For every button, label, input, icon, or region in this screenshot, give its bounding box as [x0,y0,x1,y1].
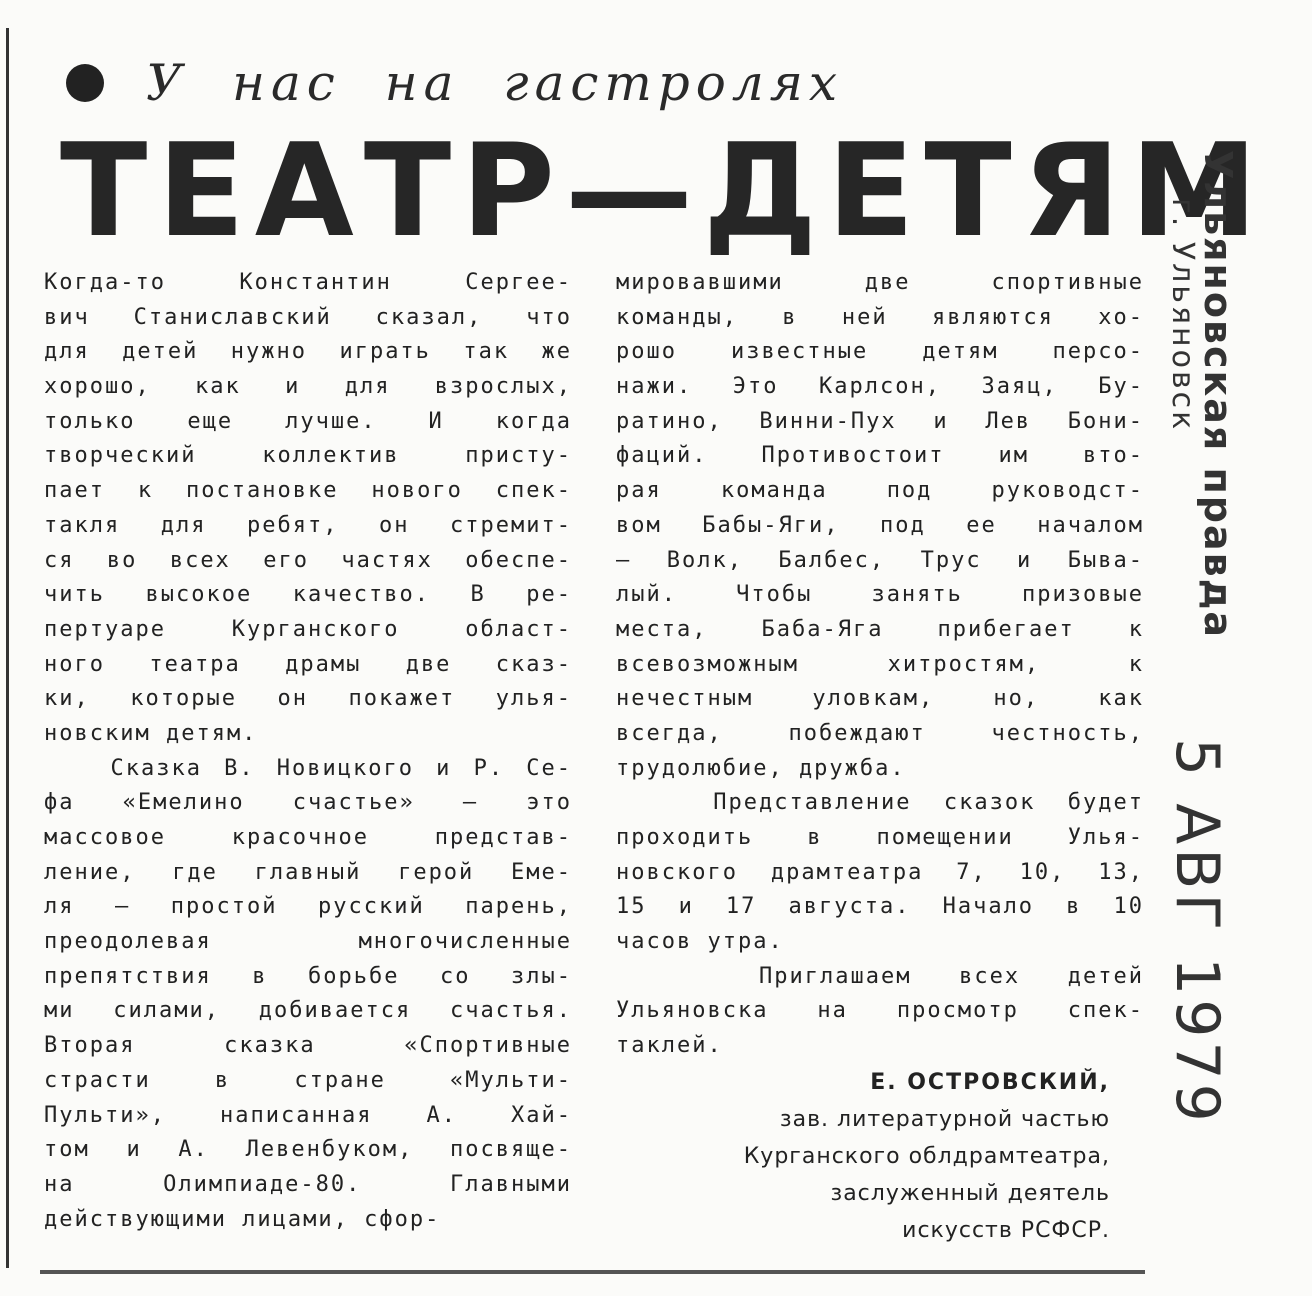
author-title-line: зав. литературной частью [779,1107,1110,1132]
article-line: — Волк, Балбес, Трус и Быва- [616,547,1144,573]
article-line: действующими лицами, сфор- [44,1206,441,1232]
article-line: всегда, побеждают честность, [616,720,1144,746]
author-signature [620,1064,1110,1249]
article-line: часов утра. [616,929,784,955]
article-line: рошо известные детям персо- [616,339,1144,365]
article-line: вом Бабы-Яги, под ее началом [616,512,1144,538]
article-line: такля для ребят, он стремит- [44,512,572,538]
article-line: фа «Емелино счастье» — это [44,790,572,816]
clipping-left-border [6,28,9,1268]
article-line: места, Баба-Яга прибегает к [616,616,1144,642]
article-line: ки, которые он покажет улья- [44,686,572,712]
article-line: нечестным уловкам, но, как [616,686,1144,712]
article-line: препятствия в борьбе со злы- [44,963,572,989]
rubric [66,54,843,112]
article-line: творческий коллектив присту- [44,443,572,469]
stamp-newspaper-name: Ульяновская правда [1196,150,1240,640]
article-line: ся во всех его частях обеспе- [44,547,572,573]
article-line: ми силами, добивается счастья. [44,998,572,1024]
stamp-date: 5 АВГ 1979 [1162,738,1232,1126]
article-left-column [44,266,572,1237]
article-line: чить высокое качество. В ре- [44,582,572,608]
article-line: Пульти», написанная А. Хай- [44,1102,572,1128]
article-line: преодолевая многочисленные [44,929,572,955]
article-line: Ульяновска на просмотр спек- [616,998,1144,1024]
article-line: таклей. [616,1033,723,1059]
headline: ТЕАТР—ДЕТЯМ [60,117,1268,266]
article-line: страсти в стране «Мульти- [44,1067,572,1093]
article-line: команды, в ней являются хо- [616,304,1144,330]
rubric-text: У нас на гастролях [146,54,844,112]
article-line: трудолюбие, дружба. [616,755,906,781]
article-line: ля — простой русский парень, [44,894,572,920]
article-line: Вторая сказка «Спортивные [44,1033,572,1059]
article-line: рая команда под руководст- [616,478,1144,504]
article-line: на Олимпиаде-80. Главными [44,1171,572,1197]
author-title-line: заслуженный деятель [830,1181,1110,1206]
article-line: пертуаре Курганского област- [44,616,572,642]
article-line: том и А. Левенбуком, посвяще- [44,1137,572,1163]
article-line: для детей нужно играть так же [44,339,572,365]
article-line: новским детям. [44,720,258,746]
author-title-line: Курганского облдрамтеатра, [743,1144,1110,1169]
bottom-rule [40,1270,1145,1274]
article-line: только еще лучше. И когда [44,408,572,434]
article-line: проходить в помещении Улья- [616,825,1144,850]
article-line: лый. Чтобы занять призовые [616,582,1144,608]
article-line: 15 и 17 августа. Начало в 10 [616,894,1144,920]
article-line: Приглашаем всех детей [616,963,1144,989]
article-line: фаций. Противостоит им вто- [616,443,1144,469]
article-line: ление, где главный герой Еме- [44,859,572,885]
article-line: Сказка В. Новицкого и Р. Се- [44,755,572,781]
bullet-icon [66,64,104,102]
author-title-line: искусств РСФСР. [902,1218,1110,1243]
article-line: массовое красочное представ- [44,825,572,850]
article-line: пает к постановке нового спек- [44,478,572,504]
article-line: Представление сказок будет [616,790,1144,816]
article-line: новского драмтеатра 7, 10, 13, [616,859,1144,885]
article-line: нажи. Это Карлсон, Заяц, Бу- [616,374,1144,400]
article-line: Когда-то Константин Сергее- [44,270,572,295]
article-line: вич Станиславский сказал, что [44,304,572,330]
article-line: ратино, Винни-Пух и Лев Бони- [616,408,1144,434]
article-line: ного театра драмы две сказ- [44,651,572,677]
article-line: всевозможным хитростям, к [616,651,1144,677]
article-line: хорошо, как и для взрослых, [44,374,572,400]
article-line: мировавшими две спортивные [616,270,1144,295]
author-name: Е. ОСТРОВСКИЙ, [870,1070,1110,1095]
article-right-column [616,266,1144,1064]
stamp-city: г. Ульяновск [1165,198,1200,433]
